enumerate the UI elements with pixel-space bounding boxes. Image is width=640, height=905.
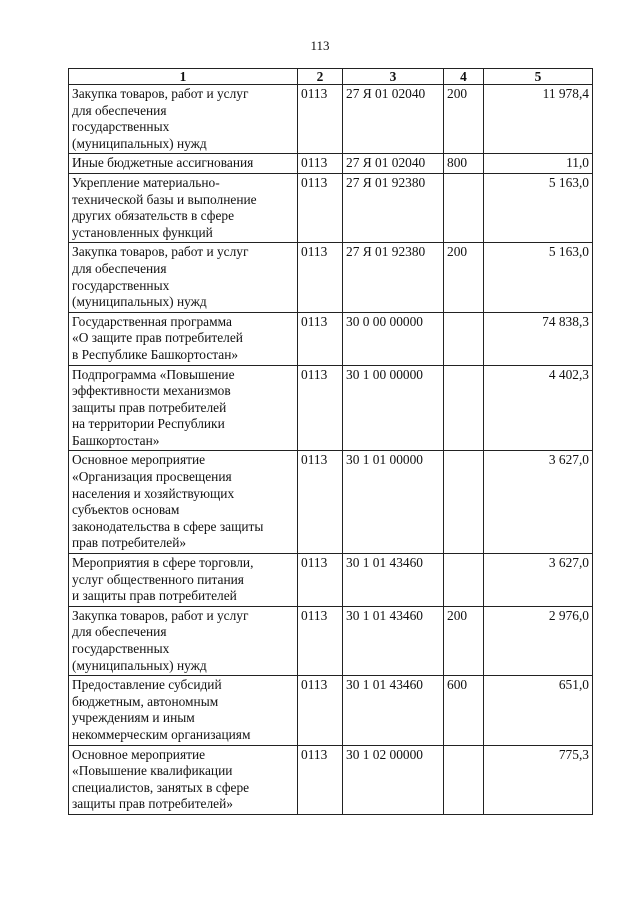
- row-type: [444, 451, 484, 554]
- row-name: Подпрограмма «Повышение эффективности механизмов защиты прав потребителей на территории Республики Башкортостан»: [69, 365, 298, 451]
- header-cell-target: 3: [343, 69, 444, 85]
- table-row: [69, 676, 593, 745]
- table-row: [69, 745, 593, 814]
- row-amount: 4 402,3: [484, 365, 593, 451]
- row-amount: 3 627,0: [484, 554, 593, 607]
- budget-table: [68, 68, 593, 815]
- row-name: Укрепление материально- технической базы и выполнение других обязательств в сфере установленных функций: [69, 173, 298, 242]
- row-type: [444, 312, 484, 365]
- table-row: [69, 85, 593, 154]
- row-type: [444, 365, 484, 451]
- row-target: 30 1 01 43460: [343, 554, 444, 607]
- row-type: 200: [444, 85, 484, 154]
- table-row: [69, 365, 593, 451]
- row-amount: 11,0: [484, 154, 593, 174]
- row-section: 0113: [298, 312, 343, 365]
- row-section: 0113: [298, 676, 343, 745]
- row-type: [444, 745, 484, 814]
- row-name: Закупка товаров, работ и услуг для обеспечения государственных (муниципальных) нужд: [69, 606, 298, 675]
- row-section: 0113: [298, 745, 343, 814]
- row-target: 30 1 02 00000: [343, 745, 444, 814]
- header-cell-section: 2: [298, 69, 343, 85]
- row-amount: 11 978,4: [484, 85, 593, 154]
- row-target: 30 1 01 43460: [343, 606, 444, 675]
- row-target: 30 1 01 00000: [343, 451, 444, 554]
- table-row: [69, 173, 593, 242]
- table-row: [69, 243, 593, 312]
- table-row: [69, 312, 593, 365]
- header-cell-name: 1: [69, 69, 298, 85]
- row-name: Государственная программа «О защите прав потребителей в Республике Башкортостан»: [69, 312, 298, 365]
- row-name: Иные бюджетные ассигнования: [69, 154, 298, 174]
- row-section: 0113: [298, 154, 343, 174]
- header-cell-amount: 5: [484, 69, 593, 85]
- row-name: Закупка товаров, работ и услуг для обеспечения государственных (муниципальных) нужд: [69, 85, 298, 154]
- row-amount: 5 163,0: [484, 173, 593, 242]
- row-name: Основное мероприятие «Организация просвещения населения и хозяйствующих субъектов основам законодательства в сфере защиты прав потребителей»: [69, 451, 298, 554]
- row-section: 0113: [298, 243, 343, 312]
- table-row: [69, 606, 593, 675]
- row-name: Основное мероприятие «Повышение квалификации специалистов, занятых в сфере защиты прав потребителей»: [69, 745, 298, 814]
- row-section: 0113: [298, 451, 343, 554]
- row-amount: 775,3: [484, 745, 593, 814]
- row-type: 200: [444, 606, 484, 675]
- row-section: 0113: [298, 173, 343, 242]
- row-section: 0113: [298, 554, 343, 607]
- row-amount: 74 838,3: [484, 312, 593, 365]
- row-name: Предоставление субсидий бюджетным, автономным учреждениям и иным некоммерческим организациям: [69, 676, 298, 745]
- row-section: 0113: [298, 606, 343, 675]
- page-number: 113: [310, 38, 330, 53]
- row-type: 200: [444, 243, 484, 312]
- row-type: 800: [444, 154, 484, 174]
- row-amount: 2 976,0: [484, 606, 593, 675]
- row-target: 27 Я 01 92380: [343, 173, 444, 242]
- row-name: Закупка товаров, работ и услуг для обеспечения государственных (муниципальных) нужд: [69, 243, 298, 312]
- row-target: 27 Я 01 02040: [343, 154, 444, 174]
- table-row: [69, 451, 593, 554]
- row-amount: 651,0: [484, 676, 593, 745]
- table-row: [69, 554, 593, 607]
- row-type: 600: [444, 676, 484, 745]
- row-section: 0113: [298, 365, 343, 451]
- header-row: [69, 69, 593, 85]
- row-amount: 3 627,0: [484, 451, 593, 554]
- row-type: [444, 554, 484, 607]
- row-section: 0113: [298, 85, 343, 154]
- row-amount: 5 163,0: [484, 243, 593, 312]
- row-target: 30 1 01 43460: [343, 676, 444, 745]
- row-target: 27 Я 01 92380: [343, 243, 444, 312]
- row-name: Мероприятия в сфере торговли, услуг общественного питания и защиты прав потребителей: [69, 554, 298, 607]
- header-cell-type: 4: [444, 69, 484, 85]
- row-target: 30 1 00 00000: [343, 365, 444, 451]
- row-target: 27 Я 01 02040: [343, 85, 444, 154]
- table-row: [69, 154, 593, 174]
- row-type: [444, 173, 484, 242]
- row-target: 30 0 00 00000: [343, 312, 444, 365]
